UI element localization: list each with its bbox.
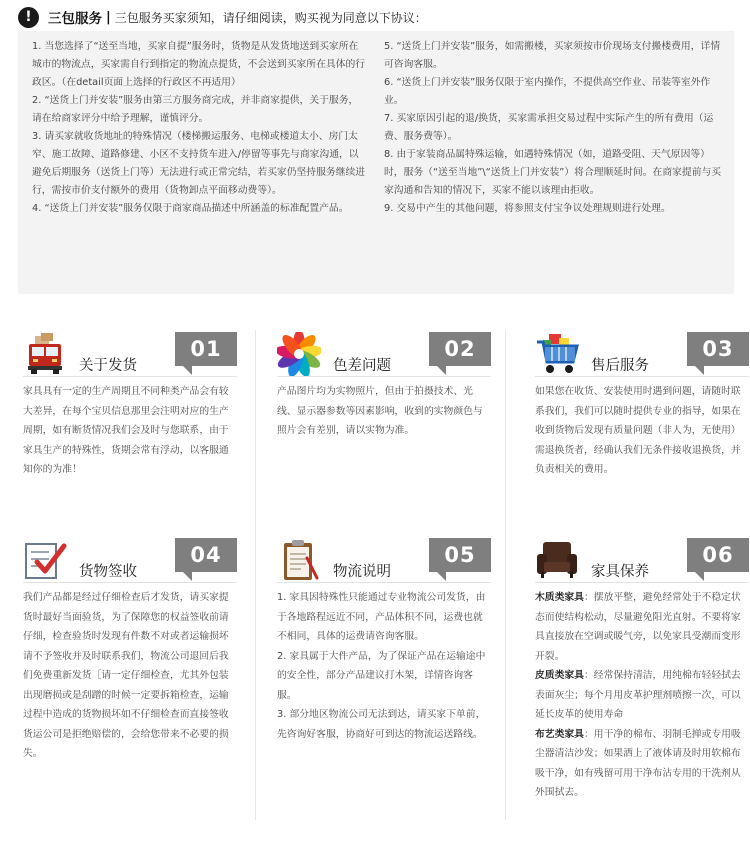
notice-separator: |: [106, 9, 111, 25]
service-card-receipt: [23, 538, 237, 818]
notice-item: 1. 当您选择了“送至当地，买家自提”服务时，货物是从发货地送到买家所在城市的物流点，买家需自行到指定的物流点提货，不会送到买家所在具体的行政区。（在detail页面上选择的行政区不再适用）: [32, 41, 366, 88]
notice-item: 7. 买家原因引起的退/换货，买家需承担交易过程中实际产生的所有费用（运费、服务费等）。: [384, 113, 714, 142]
card-title: 家具保养: [591, 564, 649, 580]
card-paragraph: 如果您在收货、安装使用时遇到问题，请随时联系我们，我们可以随时提供专业的指导，如果在收到货物后发现有质量问题（非人为，无使用）需退换货者，经确认我们无条件接收退换货，并负责相关的费用。: [535, 386, 741, 475]
delivery-truck-icon: [23, 332, 67, 376]
notice-item: 2. “送货上门并安装”服务由第三方服务商完成，并非商家提供，关于服务，请在给商家评分中给予理解，谨慎评分。: [32, 95, 359, 124]
card-number-badge: 05: [429, 538, 491, 572]
card-title: 关于发货: [79, 358, 137, 374]
armchair-icon: [535, 538, 579, 582]
card-divider: [23, 582, 237, 583]
care-text: ：摆放平整，避免经常处于不稳定状态而使结构松动，尽量避免阳光直射。不要将家具直接放在空调或暖气旁，以免家具受潮而变形开裂。: [535, 592, 741, 662]
care-label: 皮质类家具: [535, 670, 584, 681]
column-divider: [505, 330, 506, 820]
card-paragraph: 1. 家具因特殊性只能通过专业物流公司发货，由于各地路程远近不同，产品体积不同，运费也就不相同，具体的运费请咨询客服。: [277, 592, 486, 642]
card-body: [23, 382, 237, 480]
service-card-logistics: [277, 538, 491, 818]
card-number-badge: 04: [175, 538, 237, 572]
notice-left-column: [32, 38, 366, 218]
card-number-badge: 01: [175, 332, 237, 366]
notice-header: [18, 6, 427, 28]
warning-icon: !: [18, 7, 39, 28]
card-title: 色差问题: [333, 358, 391, 374]
card-number-badge: 02: [429, 332, 491, 366]
care-item-leather: [535, 666, 749, 725]
card-number-badge: 06: [687, 538, 749, 572]
card-paragraph: 家具具有一定的生产周期且不同种类产品会有较大差异，在每个宝贝信息那里会注明对应的生产周期，如有断货情况我们会及时与您联系，由于家具生产的特殊性，货期会常有浮动，以客服通知你的为准！: [23, 386, 229, 475]
care-text: ：经常保持清洁，用纯棉布轻轻拭去表面灰尘；每个月用皮革护理剂喷擦一次，可以延长皮革的使用寿命: [535, 670, 741, 720]
notice-right-column: [384, 38, 722, 218]
card-title: 货物签收: [79, 564, 137, 580]
shopping-cart-icon: [535, 332, 579, 376]
card-paragraph: 2. 家具属于大件产品，为了保证产品在运输途中的安全性，部分产品建议打木架，详情咨询客服。: [277, 650, 486, 701]
notice-item: 5. “送货上门并安装”服务，如需搬楼，买家须按市价现场支付搬楼费用，详情可咨询客服。: [384, 41, 721, 70]
column-divider: [255, 330, 256, 820]
card-body: [277, 382, 491, 441]
card-divider: [23, 376, 237, 377]
service-card-maintenance: [535, 538, 749, 818]
clipboard-icon: [277, 538, 321, 582]
card-title: 物流说明: [333, 564, 391, 580]
service-card-aftersales: [535, 332, 749, 512]
card-divider: [535, 376, 749, 377]
card-divider: [277, 376, 491, 377]
card-paragraph: 产品图片均为实物照片，但由于拍摄技术、光线、显示器参数等因素影响，收到的实物颜色与照片会有差别，请以实物为准。: [277, 386, 483, 436]
card-paragraph: 我们产品都是经过仔细检查后才发货，请买家提货时最好当面验货，为了保障您的权益签收前请仔细，检查验货时发现有件数不对或者运输损坏请不予签收并及时联系我们，物流公司退回后我们免费重新发货［请一定仔细检查，尤其外包装出现磨损或是刮蹭的时候一定要拆箱检查，运输过程中造成的货物损坏如不仔细检查而直接签收货运公司是拒绝赔偿的，会给您带来不必要的损失。: [23, 592, 229, 759]
card-title: 售后服务: [591, 358, 649, 374]
notice-box: [18, 31, 734, 294]
service-card-shipping: [23, 332, 237, 512]
checklist-icon: [23, 538, 67, 582]
notice-item: 9. 交易中产生的其他问题，将参照支付宝争议处理规则进行处理。: [384, 203, 671, 214]
notice-subtitle: 三包服务买家须知，请仔细阅读，购买视为同意以下协议：: [114, 10, 427, 25]
notice-item: 6. “送货上门并安装”服务仅限于室内操作，不提供高空作业、吊装等室外作业。: [384, 77, 711, 106]
care-label: 布艺类家具: [535, 728, 584, 740]
card-divider: [535, 582, 749, 583]
card-body: [23, 588, 237, 764]
card-number-badge: 03: [687, 332, 749, 366]
care-text: ：用干净的棉布、羽制毛掸或专用吸尘器清洁沙发；如果洒上了液体请及时用软棉布吸干净，如有残留可用干净布沾专用的干洗剂从外围拭去。: [535, 728, 741, 798]
notice-title: 三包服务: [48, 11, 102, 27]
color-palette-icon: [277, 332, 321, 376]
service-card-color: [277, 332, 491, 512]
card-paragraph: 3. 部分地区物流公司无法到达，请买家下单前，先咨询好客服，协商好可到达的物流运送路线。: [277, 709, 486, 740]
notice-item: 4. “送货上门并安装”服务仅限于商家商品描述中所涵盖的标准配置产品。: [32, 203, 349, 214]
care-label: 木质类家具: [535, 592, 584, 603]
card-body: [277, 588, 491, 744]
notice-item: 8. 由于家装商品属特殊运输，如遇特殊情况（如，道路受阻、天气原因等）时，服务（“送至当地”\“送货上门并安装”）将合理顺延时间。在商家提前与买家沟通和告知的情况下，买家不能以该理由拒收。: [384, 149, 722, 196]
care-item-wood: [535, 588, 749, 666]
card-body: [535, 382, 749, 480]
card-body: [535, 588, 749, 803]
card-divider: [277, 582, 491, 583]
care-item-fabric: [535, 725, 749, 803]
notice-item: 3. 请买家就收货地址的特殊情况（楼梯搬运服务、电梯或楼道太小、房门太窄、施工故障、道路修建、小区不支持货车进入/停留等事先与商家沟通，以避免后期服务（送货上门等）无法进行或正常完结，若买家仍坚持服务继续进行，需按市价支付额外的费用（货物卸点平面移动费等）。: [32, 131, 366, 196]
